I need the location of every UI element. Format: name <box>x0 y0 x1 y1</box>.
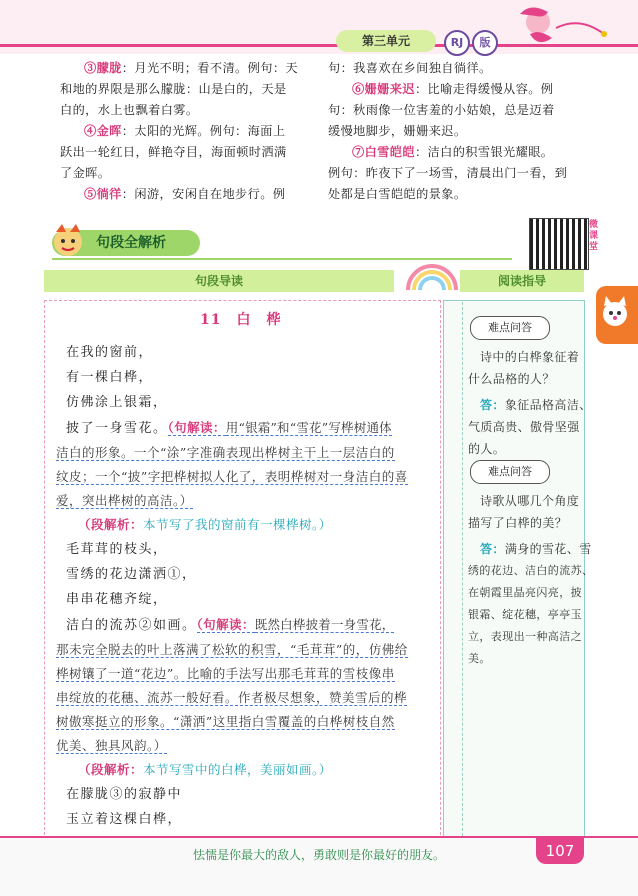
analysis-text: 纹皮；一个“披”字把桦树拟人化了，表明桦树对一身洁白的喜 <box>56 469 408 484</box>
answer-line: 的人。 <box>468 442 506 456</box>
glossary-text: 了金晖。 <box>60 166 111 180</box>
poem-line: 在朦胧③的寂静中 <box>66 787 183 802</box>
glossary-text: 句：秋雨像一位害羞的小姑娘，总是迈着 <box>328 103 555 117</box>
answer-line: 立，表现出一种高洁之 <box>468 630 582 643</box>
segment-label: （段解析： <box>78 762 144 777</box>
glossary-line <box>60 58 322 79</box>
answer-label: 答： <box>480 542 505 556</box>
question-line: 什么品格的人？ <box>468 372 555 386</box>
glossary-text: ：闲游，安闲自在地步行。例 <box>121 187 286 201</box>
question-line: 诗歌从哪几个角度 <box>480 494 580 508</box>
glossary-right <box>328 58 618 205</box>
glossary-line <box>60 163 322 184</box>
glossary-text: 缓慢地脚步，姗姗来迟。 <box>328 124 467 138</box>
analysis-line <box>56 465 436 489</box>
answer-text: 满身的雪花、雪 <box>504 542 592 556</box>
glossary-line <box>328 142 618 163</box>
poem-text: 洁白的流苏②如画。 <box>66 618 197 633</box>
glossary-text: 处都是白雪皑皑的景象。 <box>328 187 467 201</box>
glossary-text: ：太阳的光辉。例句：海面上 <box>121 124 286 138</box>
cat-mascot-icon <box>598 294 632 334</box>
answer-line: 银霜、绽花穗，亭亭玉 <box>468 608 582 621</box>
poem-line: 雪绣的花边潇洒①， <box>66 567 197 582</box>
glossary-text: ：比喻走得缓慢从容。例 <box>414 82 554 96</box>
analysis-line <box>56 489 436 513</box>
glossary-term: ⑦白雪皑皑 <box>352 145 415 159</box>
article-body <box>56 340 436 883</box>
sidebar-qa-1 <box>468 346 592 460</box>
poem-line: 串串花穗齐绽， <box>66 592 168 607</box>
analysis-line <box>56 662 436 686</box>
glossary-line <box>60 79 322 100</box>
answer-line <box>468 394 592 416</box>
section-title: 句段全解析 <box>52 230 200 256</box>
segment-text: 本节写雪中的白桦，美丽如画。） <box>143 762 332 777</box>
answer-label: 答： <box>480 398 505 412</box>
question-line: 诗中的白桦象征着 <box>480 350 580 364</box>
analysis-line <box>56 638 436 662</box>
poem-line: 有一棵白桦， <box>66 370 154 385</box>
answer-line: 美。 <box>468 652 491 665</box>
sidebar-strip <box>452 302 463 836</box>
answer-line <box>468 538 592 560</box>
glossary-line <box>328 163 618 184</box>
poem-line: 玉立着这棵白桦， <box>66 812 183 827</box>
unit-label: 第三单元 <box>336 30 436 52</box>
glossary-term: ④金晖 <box>84 124 122 138</box>
analysis-text: 爱，突出桦树的高洁。） <box>56 493 193 508</box>
glossary-text: 例句：昨夜下了一场雪，清晨出门一看，到 <box>328 166 568 180</box>
poem-line <box>66 612 436 638</box>
rainbow-icon <box>404 262 460 292</box>
analysis-text: 那未完全脱去的叶上落满了松软的积雪，“毛茸茸”的，仿佛给 <box>56 642 408 657</box>
segment-line <box>78 513 436 537</box>
glossary-text: ：洁白的积雪银光耀眼。 <box>414 145 554 159</box>
answer-text: 象征品格高洁、 <box>504 398 592 412</box>
question-line: 描写了白桦的美？ <box>468 516 568 530</box>
sentence-label: （句解读： <box>167 420 226 435</box>
analysis-line <box>56 441 436 465</box>
analysis-text: 桦树镶了一道“花边”。比喻的手法写出那毛茸茸的雪枝像串 <box>56 666 395 681</box>
glossary-line <box>328 58 618 79</box>
mascot-icon <box>48 222 88 260</box>
sidebar-qa-2 <box>468 490 594 670</box>
rj-badge: RJ <box>444 30 470 56</box>
ribbon-reading: 阅读指导 <box>460 270 584 292</box>
qr-label: 微课堂 <box>589 220 599 252</box>
answer-line: 气质高贵、傲骨坚强 <box>468 420 580 434</box>
glossary-left <box>60 58 322 205</box>
analysis-text: 串绽放的花穗、流苏一般好看。作者极尽想象，赞美雪后的桦 <box>56 690 408 705</box>
glossary-term: ③朦胧 <box>84 61 122 75</box>
ribbon-guide: 句段导读 <box>44 270 394 292</box>
difficulty-tag: 难点问答 <box>470 460 550 484</box>
analysis-text: 既然白桦披着一身雪花， <box>254 617 395 632</box>
glossary-line <box>60 100 322 121</box>
poem-text: 披了一身雪花。 <box>66 421 168 436</box>
article-title: 11 白 桦 <box>200 312 282 328</box>
sentence-label: （句解读： <box>196 617 255 632</box>
segment-line <box>78 758 436 782</box>
glossary-text: ：月光不明；看不清。例句：天 <box>121 61 298 75</box>
glossary-line <box>328 100 618 121</box>
glossary-text: 白的，水上也飘着白雾。 <box>60 103 199 117</box>
glossary-line <box>60 142 322 163</box>
glossary-text: 跃出一轮红日，鲜艳夺目，海面顿时洒满 <box>60 145 287 159</box>
edition-badge: 版 <box>472 30 498 56</box>
glossary-line <box>60 184 322 205</box>
poem-line: 毛茸茸的枝头， <box>66 542 168 557</box>
footer-motto: 怯懦是你最大的敌人，勇敢则是你最好的朋友。 <box>192 848 445 862</box>
analysis-line <box>56 710 436 734</box>
difficulty-tag: 难点问答 <box>470 316 550 340</box>
poem-line: 仿佛涂上银霜， <box>66 395 168 410</box>
analysis-text: 洁白的形象。一个“涂”字准确表现出桦树主干上一层洁白的 <box>56 445 395 460</box>
poem-line: 在我的窗前， <box>66 345 154 360</box>
glossary-line <box>328 184 618 205</box>
glossary-term: ⑤徜徉 <box>84 187 122 201</box>
poem-line <box>66 415 436 441</box>
analysis-text: 树傲寒挺立的形象。“潇洒”这里指白雪覆盖的白桦树枝自然 <box>56 714 395 729</box>
glossary-line <box>328 79 618 100</box>
section-divider <box>52 258 512 260</box>
segment-label: （段解析： <box>78 517 144 532</box>
answer-line: 在朝霞里晶亮闪亮，披 <box>468 586 582 599</box>
fairy-illustration-icon <box>500 4 610 52</box>
glossary-term: ⑥姗姗来迟 <box>352 82 415 96</box>
analysis-text: 用“银霜”和“雪花”写桦树通体 <box>225 420 392 435</box>
analysis-line <box>56 686 436 710</box>
glossary-text: 句：我喜欢在乡间独自徜徉。 <box>328 61 492 75</box>
analysis-text: 优美、独具风韵。） <box>56 738 167 753</box>
answer-line: 绣的花边、洁白的流苏、 <box>468 564 594 577</box>
qr-code-icon[interactable] <box>529 218 589 270</box>
analysis-line <box>56 734 436 758</box>
glossary-line <box>328 121 618 142</box>
glossary-line <box>60 121 322 142</box>
page-number: 107 <box>536 838 584 864</box>
segment-text: 本节写了我的窗前有一棵桦树。） <box>143 517 332 532</box>
glossary-text: 和地的界限是那么朦胧：山是白的，天是 <box>60 82 287 96</box>
